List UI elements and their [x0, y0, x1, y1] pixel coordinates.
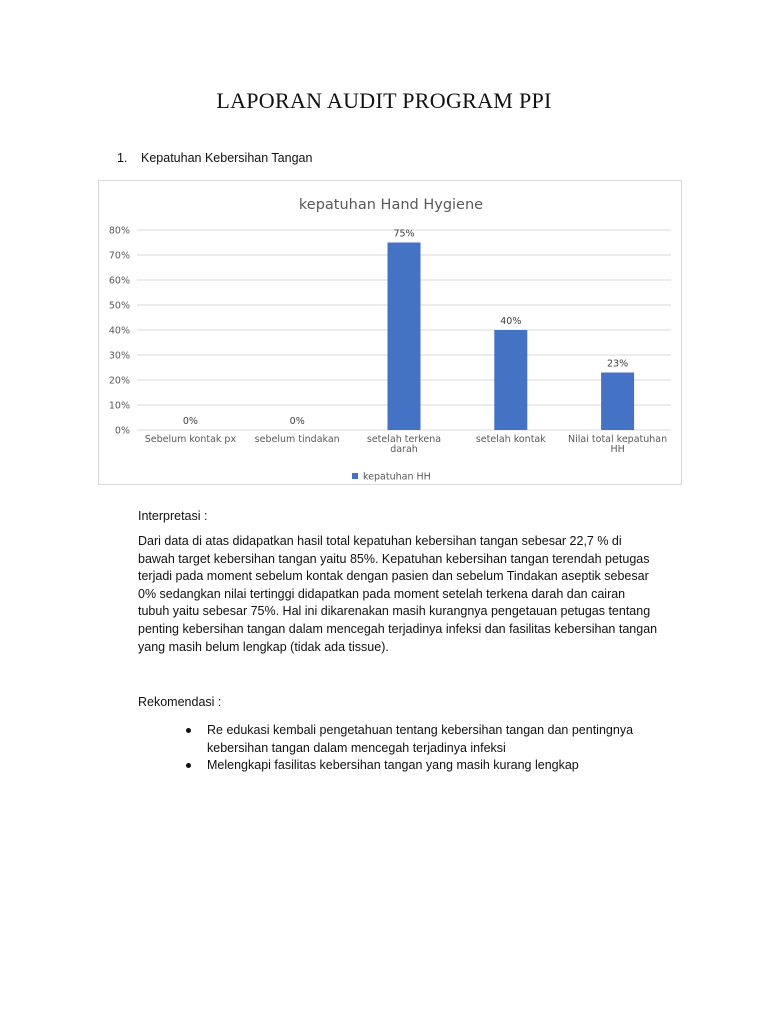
x-tick-label: sebelum tindakan [254, 434, 340, 445]
y-tick-label: 0% [114, 425, 130, 437]
y-tick-label: 20% [108, 375, 130, 387]
data-label: 23% [607, 358, 629, 370]
recommendation-list [186, 722, 666, 775]
legend-label: kepatuhan HH [363, 471, 431, 483]
list-item-text: Re edukasi kembali pengetahuan tentang kebersihan tangan dan pentingnya kebersihan tangan dalam mencegah terjadinya infeksi [207, 723, 634, 755]
list-item-text: Melengkapi fasilitas kebersihan tangan yang masih kurang lengkap [207, 758, 579, 773]
interpretation-heading: Interpretasi : [138, 509, 208, 523]
document-title: LAPORAN AUDIT PROGRAM PPI [216, 88, 552, 113]
x-tick-label: setelah kontak [475, 434, 546, 445]
list-item [186, 757, 666, 775]
data-label: 75% [393, 228, 415, 240]
y-tick-label: 50% [108, 300, 130, 312]
data-label: 40% [500, 316, 522, 327]
list-item [186, 722, 666, 757]
section-heading [117, 151, 312, 165]
bar [388, 243, 421, 431]
bullet-icon [186, 763, 191, 768]
section-number: 1. [117, 151, 128, 165]
x-tick-label: Sebelum kontak px [144, 434, 237, 445]
x-tick-label: darah [390, 444, 418, 455]
chart-title: kepatuhan Hand Hygiene [298, 197, 484, 213]
y-tick-label: 40% [108, 325, 130, 337]
section-title: Kepatuhan Kebersihan Tangan [141, 151, 313, 165]
interpretation-paragraph: Dari data di atas didapatkan hasil total kepatuhan kebersihan tangan sebesar 22,7 % di bawah target kebersihan tangan yaitu 85%. Kepatuhan kebersihan tangan terendah petugas terjadi pada moment sebelum kontak dengan pasien dan sebelum Tindakan aseptik sebesar 0% sedangkan nilai tertinggi didapatkan pada moment setelah terkena darah dan cairan tubuh yaitu sebesar 75%. Hal ini dikarenakan masih kurangnya pengetauan petugas tentang penting kebersihan tangan dalam mencegah terjadinya infeksi dan fasilitas kebersihan tangan yang masih belum lengkap (tidak ada tissue). [138, 534, 658, 654]
x-tick-label: HH [610, 444, 625, 455]
data-label: 0% [289, 416, 305, 427]
y-tick-label: 80% [108, 225, 130, 237]
x-tick-label: Nilai total kepatuhan [568, 434, 668, 445]
y-tick-label: 10% [108, 400, 130, 412]
data-label: 0% [182, 416, 198, 427]
bar [494, 330, 527, 430]
y-tick-label: 60% [108, 275, 130, 287]
bar-chart [99, 181, 683, 486]
x-tick-label: setelah terkena [366, 434, 442, 445]
chart-container [98, 180, 682, 485]
bullet-icon [186, 728, 191, 733]
recommendation-heading: Rekomendasi : [138, 695, 222, 709]
y-tick-label: 70% [108, 250, 130, 262]
legend-swatch [352, 473, 358, 479]
y-tick-label: 30% [108, 350, 130, 362]
bar [601, 373, 634, 431]
